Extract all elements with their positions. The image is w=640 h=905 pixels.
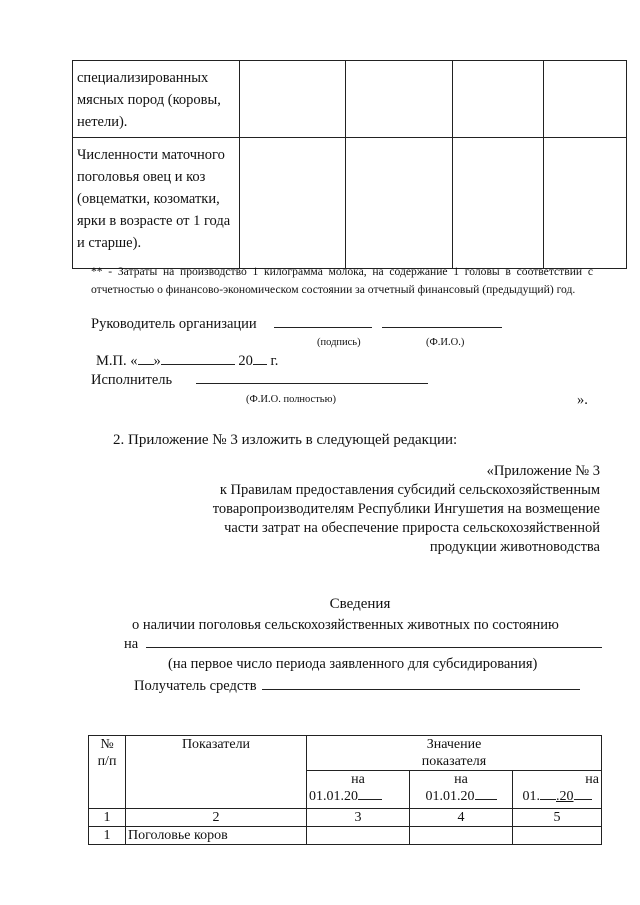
on-label: на [124, 636, 139, 652]
value-cell[interactable] [307, 827, 410, 845]
fio-caption: (Ф.И.О.) [426, 337, 465, 348]
head-signature-line [91, 316, 502, 333]
mp-quote: » [153, 353, 161, 369]
table-row [73, 138, 627, 269]
fio-blank[interactable] [382, 327, 502, 328]
appendix-header [180, 462, 600, 557]
month-blank[interactable] [161, 364, 235, 365]
table-index-row [89, 809, 602, 827]
date-blank[interactable] [146, 647, 602, 648]
index-cell: 2 [126, 809, 307, 827]
signature-blank[interactable] [274, 327, 372, 328]
row-label: специализированных мясных пород (коровы, нетели). [73, 61, 240, 138]
previous-table [72, 60, 627, 269]
head-label: Руководитель организации [91, 316, 257, 332]
form-title: Сведения [329, 596, 391, 612]
recipient-line [134, 678, 580, 695]
row-label: Поголовье коров [126, 827, 307, 845]
appendix-line: товаропроизводителям Республики Ингушетия на возмещение [212, 501, 600, 517]
value-cell[interactable] [513, 827, 602, 845]
row-label: Численности маточного поголовья овец и коз (овцематки, козоматки, ярки в возрасте от 1 года и старше). [73, 138, 240, 269]
executor-caption: (Ф.И.О. полностью) [246, 394, 336, 405]
stamp-date-line [96, 353, 278, 370]
header-number: № п/п [89, 736, 126, 809]
table-row [89, 827, 602, 845]
sign-caption: (подпись) [317, 337, 361, 348]
table-header-row [89, 736, 602, 771]
amendment-point: 2. Приложение № 3 изложить в следующей редакции: [113, 432, 458, 448]
day-blank[interactable] [138, 364, 154, 365]
recipient-blank[interactable] [262, 689, 580, 690]
livestock-table [88, 735, 602, 845]
appendix-line: к Правилам предоставления субсидий сельскохозяйственным [219, 482, 600, 498]
header-value: Значение показателя [307, 736, 602, 771]
appendix-line: части затрат на обеспечение прироста сельскохозяйственной [224, 520, 600, 536]
appendix-title: «Приложение № 3 [486, 463, 600, 479]
subheader-date-1: на 01.01.20 [307, 771, 410, 809]
subheader-date-2: на 01.01.20 [410, 771, 513, 809]
year-blank[interactable] [253, 364, 267, 365]
index-cell: 3 [307, 809, 410, 827]
table-row [73, 61, 627, 138]
year-suffix: г. [270, 353, 279, 369]
form-subtitle: о наличии поголовья сельскохозяйственных животных по состоянию [132, 617, 559, 633]
header-indicators: Показатели [126, 736, 307, 809]
index-cell: 4 [410, 809, 513, 827]
mp-label: М.П. « [96, 353, 138, 369]
closing-quote: ». [577, 392, 588, 408]
executor-line [91, 372, 428, 389]
date-line [124, 636, 602, 653]
index-cell: 1 [89, 809, 126, 827]
year-prefix: 20 [238, 353, 253, 369]
value-cell[interactable] [410, 827, 513, 845]
subheader-date-3: на 01. .20 [513, 771, 602, 809]
recipient-label: Получатель средств [134, 678, 257, 694]
executor-label: Исполнитель [91, 372, 173, 388]
executor-blank[interactable] [196, 383, 428, 384]
index-cell: 5 [513, 809, 602, 827]
appendix-line: продукции животноводства [429, 539, 600, 555]
row-number: 1 [89, 827, 126, 845]
footnote: ** - Затраты на производство 1 килограмма молока, на содержание 1 головы в соответствии с отчетностью о финансово-экономическом состоянии за отчетный финансовый (предыдущий) год. [91, 265, 593, 296]
period-note: (на первое число периода заявленного для субсидирования) [168, 656, 538, 672]
